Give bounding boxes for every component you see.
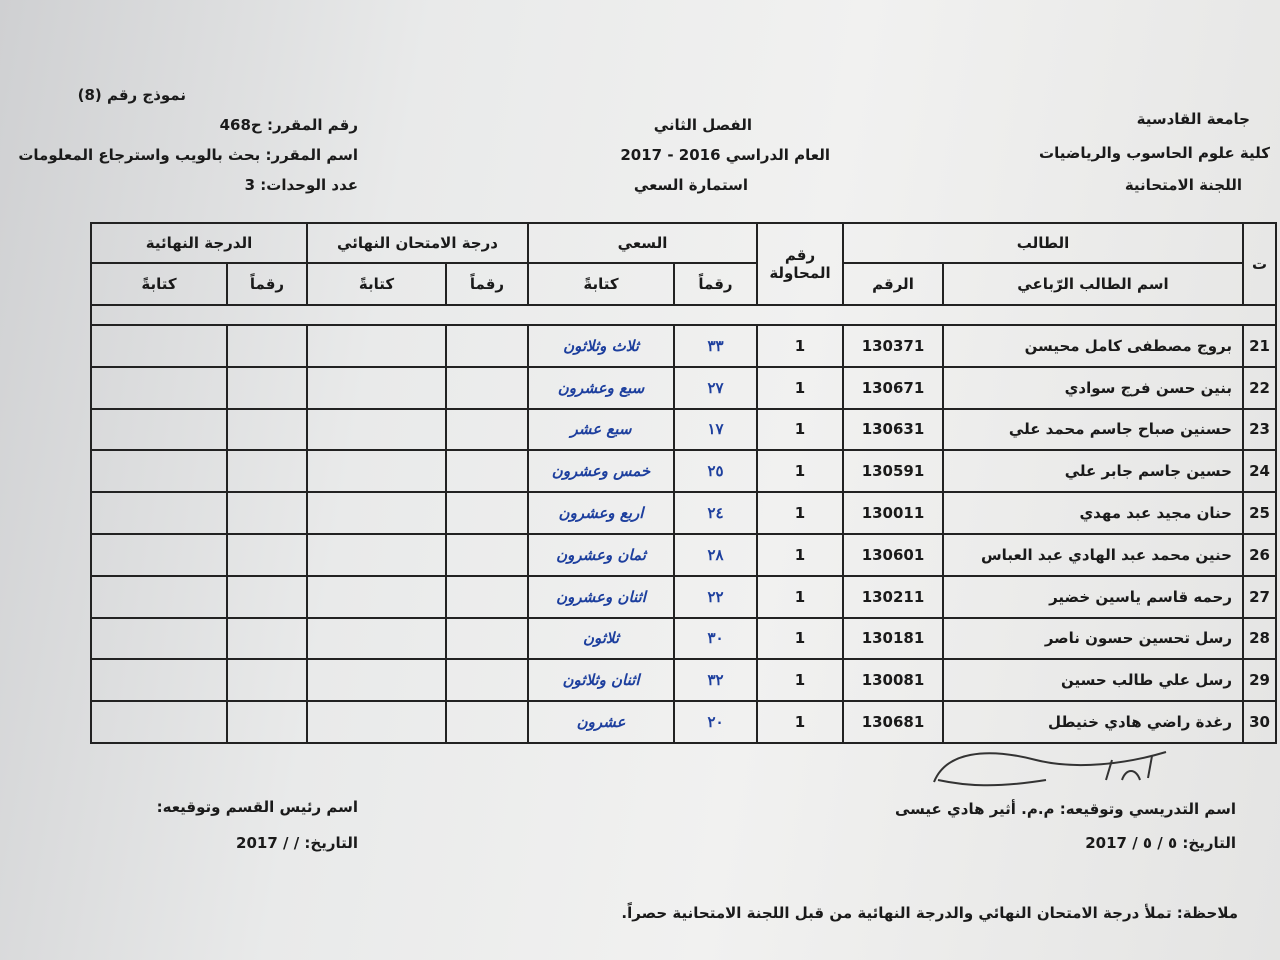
table-row <box>91 659 1276 701</box>
course-units: عدد الوحدات: 3 <box>244 176 358 194</box>
row-exam-digits <box>446 409 528 451</box>
row-grade-digits <box>227 450 307 492</box>
row-grade-digits <box>227 618 307 660</box>
row-exam-words <box>307 534 446 576</box>
row-effort-digits: ١٧ <box>674 409 757 451</box>
semester: الفصل الثاني <box>653 116 752 134</box>
row-attempt: 1 <box>757 701 843 743</box>
header-final-grade: الدرجة النهائية <box>91 223 307 263</box>
table-row <box>91 576 1276 618</box>
header-effort-digits: رقماً <box>674 263 757 305</box>
row-effort-digits: ٢٨ <box>674 534 757 576</box>
row-grade-words <box>91 450 227 492</box>
header-effort-words: كتابةً <box>528 263 674 305</box>
instructor-date: التاريخ: ٥ / ٥ / 2017 <box>1085 834 1236 852</box>
row-name: رسل علي طالب حسين <box>943 659 1243 701</box>
row-seq: 26 <box>1243 534 1276 576</box>
row-grade-words <box>91 576 227 618</box>
row-exam-words <box>307 659 446 701</box>
table-row <box>91 701 1276 743</box>
row-attempt: 1 <box>757 659 843 701</box>
committee-name: اللجنة الامتحانية <box>1124 176 1242 194</box>
head-line: اسم رئيس القسم وتوقيعه: <box>156 798 358 816</box>
row-exam-words <box>307 576 446 618</box>
row-effort-digits: ٢٠ <box>674 701 757 743</box>
row-seq: 28 <box>1243 618 1276 660</box>
row-effort-words: ثلاثون <box>528 618 674 660</box>
row-exam-digits <box>446 450 528 492</box>
row-exam-words <box>307 325 446 367</box>
table-spacer <box>91 305 1276 325</box>
header-seq: ت <box>1243 223 1276 305</box>
row-grade-words <box>91 659 227 701</box>
row-attempt: 1 <box>757 325 843 367</box>
row-effort-words: سبع وعشرون <box>528 367 674 409</box>
table-row <box>91 492 1276 534</box>
header-grade-words: كتابةً <box>91 263 227 305</box>
row-number: 130011 <box>843 492 943 534</box>
row-number: 130671 <box>843 367 943 409</box>
row-exam-digits <box>446 534 528 576</box>
row-grade-words <box>91 367 227 409</box>
table-row <box>91 409 1276 451</box>
row-attempt: 1 <box>757 450 843 492</box>
table-row <box>91 450 1276 492</box>
row-number: 130601 <box>843 534 943 576</box>
row-seq: 22 <box>1243 367 1276 409</box>
university-name: جامعة القادسية <box>1136 110 1250 128</box>
row-effort-words: سبع عشر <box>528 409 674 451</box>
row-effort-digits: ٢٥ <box>674 450 757 492</box>
row-grade-words <box>91 618 227 660</box>
row-seq: 23 <box>1243 409 1276 451</box>
row-exam-digits <box>446 618 528 660</box>
header-grade-digits: رقماً <box>227 263 307 305</box>
row-effort-words: عشرون <box>528 701 674 743</box>
row-effort-words: اثنان وثلاثون <box>528 659 674 701</box>
row-seq: 29 <box>1243 659 1276 701</box>
header-exam-digits: رقماً <box>446 263 528 305</box>
row-exam-digits <box>446 701 528 743</box>
row-seq: 27 <box>1243 576 1276 618</box>
row-name: حسنين صباح جاسم محمد علي <box>943 409 1243 451</box>
row-grade-words <box>91 534 227 576</box>
course-name: اسم المقرر: بحث بالويب واسترجاع المعلومات <box>18 146 358 164</box>
row-exam-words <box>307 492 446 534</box>
row-grade-words <box>91 325 227 367</box>
row-attempt: 1 <box>757 534 843 576</box>
row-name: بنين حسن فرج سوادي <box>943 367 1243 409</box>
row-name: بروج مصطفى كامل محيسن <box>943 325 1243 367</box>
row-number: 130181 <box>843 618 943 660</box>
row-attempt: 1 <box>757 492 843 534</box>
row-effort-words: اربع وعشرون <box>528 492 674 534</box>
row-exam-words <box>307 367 446 409</box>
row-grade-digits <box>227 701 307 743</box>
form-title: استمارة السعي <box>633 176 748 194</box>
row-seq: 30 <box>1243 701 1276 743</box>
header-exam-words: كتابةً <box>307 263 446 305</box>
header-effort: السعي <box>528 223 757 263</box>
row-attempt: 1 <box>757 618 843 660</box>
row-number: 130631 <box>843 409 943 451</box>
head-date: التاريخ: / / 2017 <box>236 834 358 852</box>
row-exam-digits <box>446 576 528 618</box>
row-exam-digits <box>446 367 528 409</box>
row-effort-words: خمس وعشرون <box>528 450 674 492</box>
header-attempt: رقم المحاولة <box>757 223 843 305</box>
table-row <box>91 325 1276 367</box>
row-grade-digits <box>227 325 307 367</box>
model-number: نموذج رقم (8) <box>77 86 186 104</box>
row-grade-digits <box>227 367 307 409</box>
college-name: كلية علوم الحاسوب والرياضيات <box>1039 144 1270 162</box>
row-number: 130371 <box>843 325 943 367</box>
row-effort-digits: ٢٢ <box>674 576 757 618</box>
footer-note: ملاحظة: تملأ درجة الامتحان النهائي والدرجة النهائية من قبل اللجنة الامتحانية حصراً. <box>621 904 1238 922</box>
course-code: رقم المقرر: ح468 <box>219 116 358 134</box>
row-grade-words <box>91 409 227 451</box>
row-effort-words: ثلاث وثلاثون <box>528 325 674 367</box>
table-row <box>91 367 1276 409</box>
row-name: رحمه قاسم ياسين خضير <box>943 576 1243 618</box>
grades-table <box>90 222 1277 744</box>
row-grade-digits <box>227 492 307 534</box>
row-number: 130081 <box>843 659 943 701</box>
row-effort-digits: ٢٧ <box>674 367 757 409</box>
row-exam-digits <box>446 659 528 701</box>
row-attempt: 1 <box>757 576 843 618</box>
row-exam-digits <box>446 492 528 534</box>
row-number: 130591 <box>843 450 943 492</box>
row-number: 130211 <box>843 576 943 618</box>
row-attempt: 1 <box>757 367 843 409</box>
row-grade-digits <box>227 534 307 576</box>
row-effort-digits: ٣٣ <box>674 325 757 367</box>
row-number: 130681 <box>843 701 943 743</box>
header-student: الطالب <box>843 223 1243 263</box>
row-name: رغدة راضي هادي خنيطل <box>943 701 1243 743</box>
table-row <box>91 618 1276 660</box>
table-row <box>91 534 1276 576</box>
row-grade-words <box>91 492 227 534</box>
row-effort-digits: ٣٠ <box>674 618 757 660</box>
row-name: رسل تحسين حسون ناصر <box>943 618 1243 660</box>
row-seq: 24 <box>1243 450 1276 492</box>
row-seq: 21 <box>1243 325 1276 367</box>
row-name: حنين محمد عبد الهادي عبد العباس <box>943 534 1243 576</box>
row-exam-words <box>307 450 446 492</box>
academic-year: العام الدراسي 2016 - 2017 <box>620 146 830 164</box>
row-effort-words: اثنان وعشرون <box>528 576 674 618</box>
header-final-exam: درجة الامتحان النهائي <box>307 223 528 263</box>
row-grade-digits <box>227 576 307 618</box>
row-exam-words <box>307 409 446 451</box>
row-name: حنان مجيد عبد مهدي <box>943 492 1243 534</box>
header-student-name: اسم الطالب الرّباعي <box>943 263 1243 305</box>
row-grade-words <box>91 701 227 743</box>
row-effort-words: ثمان وعشرون <box>528 534 674 576</box>
instructor-signature <box>926 742 1176 802</box>
header-student-number: الرقم <box>843 263 943 305</box>
row-exam-words <box>307 701 446 743</box>
row-seq: 25 <box>1243 492 1276 534</box>
row-grade-digits <box>227 409 307 451</box>
row-exam-words <box>307 618 446 660</box>
row-effort-digits: ٣٢ <box>674 659 757 701</box>
row-name: حسين جاسم جابر علي <box>943 450 1243 492</box>
row-attempt: 1 <box>757 409 843 451</box>
instructor-line: اسم التدريسي وتوقيعه: م.م. أثير هادي عيسى <box>894 800 1236 818</box>
row-grade-digits <box>227 659 307 701</box>
row-effort-digits: ٢٤ <box>674 492 757 534</box>
row-exam-digits <box>446 325 528 367</box>
